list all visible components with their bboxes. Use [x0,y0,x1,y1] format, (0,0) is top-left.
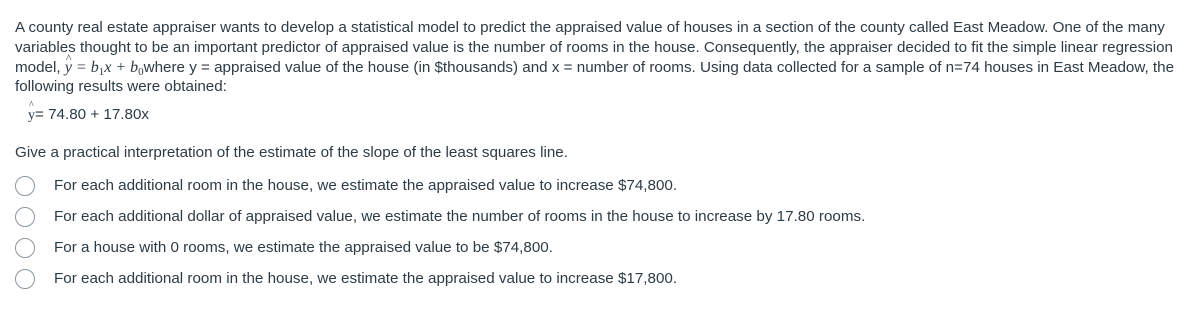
fitted-equation [28,105,149,126]
radio-button-1[interactable] [15,176,35,196]
fitted-equation-rhs: = 74.80 + 17.80x [35,106,150,123]
answer-options [15,170,865,294]
answer-option-1[interactable] [15,170,865,201]
answer-option-label-2[interactable]: For each additional dollar of appraised value, we estimate the number of rooms in the house to increase by 17.80 rooms. [54,207,866,225]
stem-text-part2: where y = appraised value of the house (in $thousands) and x = number of rooms. Using data collected for a sample of n=74 houses in East Meadow, the following results were obtained: [15,58,1175,96]
answer-option-3[interactable] [15,232,865,263]
answer-option-2[interactable] [15,201,865,232]
radio-button-4[interactable] [15,269,35,289]
answer-option-label-3[interactable]: For a house with 0 rooms, we estimate the appraised value to be $74,800. [54,238,553,256]
question-prompt: Give a practical interpretation of the estimate of the slope of the least squares line. [15,144,568,161]
answer-option-label-4[interactable]: For each additional room in the house, we estimate the appraised value to increase $17,800. [54,269,678,287]
y-hat-symbol: ^ y [28,106,35,126]
answer-option-label-1[interactable]: For each additional room in the house, we estimate the appraised value to increase $74,800. [54,176,678,194]
radio-button-2[interactable] [15,207,35,227]
radio-button-3[interactable] [15,238,35,258]
question-stem [15,18,1187,97]
answer-option-4[interactable] [15,263,865,294]
stem-text-part1: A county real estate appraiser wants to develop a statistical model to predict the appraised value of houses in a section of the county called East Meadow. One of the many variables thought to be an important predictor of appraised value is the number of rooms in the house. Consequently, the appraiser decided to fit the simple linear regression model, [15,19,1174,76]
regression-model-formula: ^ $y = b_1x + b_0$ [65,59,144,76]
